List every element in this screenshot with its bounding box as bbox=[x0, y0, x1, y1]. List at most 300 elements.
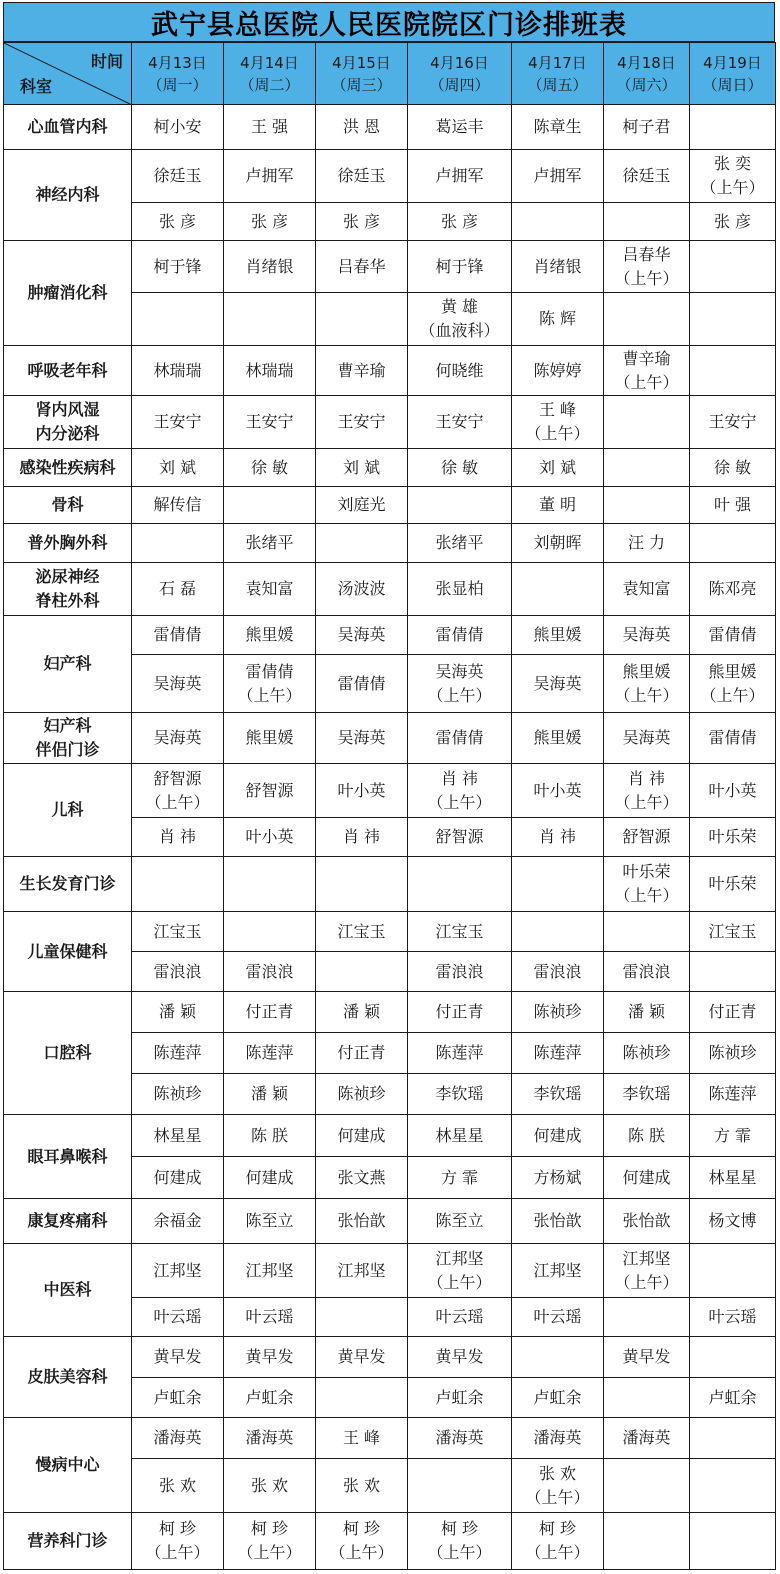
department-cell bbox=[4, 912, 132, 992]
date-header-label: 4月15日 （周三） bbox=[331, 53, 392, 94]
doctor-cell bbox=[316, 105, 408, 150]
schedule-row bbox=[4, 992, 776, 1033]
doctor-cell bbox=[690, 1074, 776, 1115]
doctor-name: 吴海英 bbox=[337, 625, 386, 644]
department-cell bbox=[4, 487, 132, 524]
doctor-cell bbox=[224, 449, 316, 487]
department-name: 神经内科 bbox=[35, 185, 100, 204]
doctor-cell bbox=[512, 293, 604, 346]
doctor-cell bbox=[512, 1033, 604, 1074]
doctor-cell bbox=[224, 524, 316, 563]
department-name: 生长发育门诊 bbox=[19, 874, 116, 893]
schedule-row bbox=[4, 105, 776, 150]
doctor-cell bbox=[224, 912, 316, 952]
doctor-cell bbox=[512, 1459, 604, 1513]
schedule-row bbox=[4, 1337, 776, 1378]
doctor-cell bbox=[224, 713, 316, 764]
department-cell bbox=[4, 524, 132, 563]
doctor-cell bbox=[512, 105, 604, 150]
doctor-name: 叶小英 bbox=[708, 780, 757, 800]
doctor-cell bbox=[408, 396, 512, 449]
date-header-label: 4月18日 （周六） bbox=[616, 53, 677, 94]
doctor-cell bbox=[604, 764, 690, 818]
department-cell bbox=[4, 241, 132, 346]
doctor-cell bbox=[224, 346, 316, 396]
department-cell bbox=[4, 1244, 132, 1337]
schedule-row bbox=[4, 764, 776, 818]
doctor-name: 陈祯珍 bbox=[337, 1084, 386, 1103]
doctor-cell bbox=[316, 912, 408, 952]
doctor-cell bbox=[690, 764, 776, 818]
doctor-name: 江邦坚 bbox=[337, 1260, 386, 1280]
schedule-row bbox=[4, 1199, 776, 1244]
doctor-name: 雷倩倩 bbox=[435, 625, 484, 644]
doctor-name: 陈祯珍 bbox=[622, 1043, 671, 1062]
doctor-name: 潘 颖 bbox=[250, 1084, 289, 1103]
doctor-cell bbox=[512, 1074, 604, 1115]
schedule-row bbox=[4, 346, 776, 396]
doctor-name: 董 明 bbox=[538, 495, 577, 514]
doctor-cell bbox=[408, 487, 512, 524]
doctor-cell bbox=[690, 241, 776, 293]
doctor-cell bbox=[408, 1513, 512, 1570]
doctor-cell bbox=[316, 241, 408, 293]
doctor-cell bbox=[316, 1033, 408, 1074]
doctor-name: 卢虹余 bbox=[245, 1387, 294, 1407]
department-name: 泌尿神经 脊柱外科 bbox=[35, 567, 100, 610]
doctor-name: 熊里媛 （上午） bbox=[700, 661, 765, 705]
doctor-cell bbox=[224, 1033, 316, 1074]
doctor-name: 陈邓亮 bbox=[708, 579, 757, 598]
doctor-cell bbox=[690, 449, 776, 487]
doctor-cell bbox=[408, 241, 512, 293]
doctor-name: 熊里媛 bbox=[245, 625, 294, 644]
doctor-cell bbox=[512, 487, 604, 524]
doctor-name: 陈莲萍 bbox=[153, 1043, 202, 1062]
doctor-name: 肖 祎 bbox=[538, 827, 577, 846]
doctor-name: 王 峰 （上午） bbox=[525, 400, 590, 443]
date-header bbox=[316, 43, 408, 105]
doctor-name: 陈章生 bbox=[533, 117, 582, 136]
doctor-name: 潘海英 bbox=[435, 1428, 484, 1447]
doctor-name: 陈 朕 bbox=[627, 1125, 666, 1145]
doctor-cell bbox=[512, 1199, 604, 1244]
doctor-cell bbox=[224, 1244, 316, 1298]
doctor-cell bbox=[604, 203, 690, 241]
doctor-name: 江宝玉 bbox=[153, 921, 202, 941]
doctor-cell bbox=[316, 655, 408, 713]
doctor-cell bbox=[132, 524, 224, 563]
doctor-cell bbox=[512, 713, 604, 764]
doctor-cell bbox=[316, 203, 408, 241]
doctor-name: 吴海英 bbox=[533, 673, 582, 693]
doctor-name: 叶云瑶 bbox=[435, 1307, 484, 1326]
doctor-cell bbox=[604, 992, 690, 1033]
doctor-cell bbox=[408, 524, 512, 563]
doctor-cell bbox=[224, 992, 316, 1033]
doctor-cell bbox=[690, 1337, 776, 1378]
doctor-name: 陈莲萍 bbox=[435, 1043, 484, 1062]
doctor-name: 陈莲萍 bbox=[708, 1084, 757, 1103]
doctor-cell bbox=[316, 818, 408, 857]
doctor-name: 叶乐荣 bbox=[708, 874, 757, 893]
doctor-cell bbox=[604, 713, 690, 764]
date-header bbox=[408, 43, 512, 105]
doctor-cell bbox=[512, 150, 604, 203]
doctor-cell bbox=[132, 655, 224, 713]
doctor-cell bbox=[690, 1418, 776, 1459]
doctor-name: 徐 敏 bbox=[440, 457, 479, 477]
date-header-label: 4月17日 （周五） bbox=[527, 53, 588, 94]
doctor-cell bbox=[408, 203, 512, 241]
doctor-cell bbox=[408, 818, 512, 857]
doctor-cell bbox=[408, 713, 512, 764]
date-header-label: 4月13日 （周一） bbox=[147, 53, 208, 94]
date-header bbox=[690, 43, 776, 105]
department-cell bbox=[4, 992, 132, 1115]
doctor-cell bbox=[132, 713, 224, 764]
doctor-cell bbox=[132, 105, 224, 150]
doctor-cell bbox=[316, 1513, 408, 1570]
doctor-name: 黄早发 bbox=[245, 1347, 294, 1366]
doctor-name: 叶云瑶 bbox=[153, 1307, 202, 1326]
doctor-cell bbox=[316, 1244, 408, 1298]
department-name: 肿瘤消化科 bbox=[27, 283, 108, 302]
doctor-cell bbox=[132, 487, 224, 524]
doctor-cell bbox=[224, 952, 316, 992]
department-name: 妇产科 伴侣门诊 bbox=[35, 716, 100, 759]
doctor-cell bbox=[408, 1157, 512, 1199]
doctor-name: 陈祯珍 bbox=[533, 1002, 582, 1021]
doctor-name: 卢虹余 bbox=[153, 1387, 202, 1407]
doctor-cell bbox=[408, 764, 512, 818]
doctor-cell bbox=[224, 1418, 316, 1459]
doctor-cell bbox=[408, 616, 512, 655]
doctor-name: 王安宁 bbox=[337, 412, 386, 431]
schedule-row bbox=[4, 524, 776, 563]
doctor-cell bbox=[690, 1298, 776, 1337]
doctor-name: 王安宁 bbox=[153, 412, 202, 431]
doctor-name: 林星星 bbox=[708, 1167, 757, 1187]
doctor-cell bbox=[408, 952, 512, 992]
doctor-name: 卢虹余 bbox=[435, 1387, 484, 1407]
doctor-name: 柯子君 bbox=[622, 117, 671, 136]
doctor-cell bbox=[408, 1459, 512, 1513]
department-cell bbox=[4, 346, 132, 396]
doctor-cell bbox=[690, 655, 776, 713]
doctor-cell bbox=[604, 150, 690, 203]
doctor-name: 何建成 bbox=[153, 1167, 202, 1187]
doctor-cell bbox=[512, 524, 604, 563]
doctor-name: 徐廷玉 bbox=[337, 166, 386, 185]
doctor-cell bbox=[316, 1337, 408, 1378]
doctor-name: 黄早发 bbox=[435, 1347, 484, 1366]
doctor-cell bbox=[690, 1459, 776, 1513]
doctor-name: 曹辛瑜 （上午） bbox=[614, 348, 679, 392]
doctor-name: 柯 珍 （上午） bbox=[525, 1519, 590, 1562]
doctor-cell bbox=[604, 1298, 690, 1337]
doctor-name: 黄 雄 （血液科） bbox=[419, 297, 500, 340]
doctor-name: 解传信 bbox=[153, 495, 202, 514]
department-name: 妇产科 bbox=[43, 654, 92, 673]
department-name: 慢病中心 bbox=[35, 1455, 100, 1474]
doctor-cell bbox=[604, 1199, 690, 1244]
doctor-name: 汪 力 bbox=[627, 533, 666, 552]
department-cell bbox=[4, 764, 132, 857]
doctor-cell bbox=[224, 105, 316, 150]
doctor-name: 葛运丰 bbox=[435, 117, 484, 136]
doctor-cell bbox=[408, 293, 512, 346]
doctor-name: 陈 朕 bbox=[250, 1125, 289, 1145]
doctor-cell bbox=[316, 1074, 408, 1115]
doctor-cell bbox=[132, 150, 224, 203]
doctor-name: 江宝玉 bbox=[337, 921, 386, 941]
doctor-name: 卢拥军 bbox=[533, 166, 582, 185]
doctor-name: 潘海英 bbox=[153, 1428, 202, 1447]
doctor-name: 叶云瑶 bbox=[708, 1307, 757, 1326]
doctor-name: 吴海英 bbox=[622, 728, 671, 747]
doctor-name: 张 彦 bbox=[440, 211, 479, 231]
doctor-cell bbox=[604, 105, 690, 150]
doctor-cell bbox=[224, 1115, 316, 1157]
doctor-name: 雷倩倩 bbox=[337, 673, 386, 693]
doctor-name: 吴海英 （上午） bbox=[427, 661, 492, 705]
dept-label: 科室 bbox=[20, 77, 53, 96]
doctor-cell bbox=[690, 952, 776, 992]
doctor-cell bbox=[132, 293, 224, 346]
date-header-label: 4月19日 （周日） bbox=[702, 53, 763, 94]
doctor-name: 潘 颖 bbox=[342, 1002, 381, 1021]
doctor-name: 王 强 bbox=[250, 117, 289, 136]
doctor-name: 卢拥军 bbox=[435, 166, 484, 185]
date-header bbox=[604, 43, 690, 105]
doctor-name: 肖 祎 bbox=[342, 827, 381, 846]
doctor-cell bbox=[512, 1337, 604, 1378]
doctor-cell bbox=[604, 1074, 690, 1115]
doctor-name: 潘 颖 bbox=[158, 1002, 197, 1021]
schedule-row bbox=[4, 487, 776, 524]
doctor-cell bbox=[512, 1378, 604, 1418]
doctor-cell bbox=[316, 346, 408, 396]
doctor-cell bbox=[690, 1244, 776, 1298]
doctor-cell bbox=[132, 912, 224, 952]
doctor-cell bbox=[512, 912, 604, 952]
doctor-cell bbox=[132, 203, 224, 241]
doctor-cell bbox=[316, 1115, 408, 1157]
doctor-cell bbox=[604, 1115, 690, 1157]
header-corner-cell bbox=[4, 43, 132, 105]
doctor-cell bbox=[132, 396, 224, 449]
doctor-name: 江邦坚 （上午） bbox=[427, 1248, 492, 1292]
doctor-cell bbox=[408, 346, 512, 396]
doctor-cell bbox=[690, 912, 776, 952]
doctor-name: 陈莲萍 bbox=[245, 1043, 294, 1062]
doctor-name: 陈至立 bbox=[245, 1211, 294, 1230]
doctor-cell bbox=[132, 1157, 224, 1199]
doctor-name: 王安宁 bbox=[245, 412, 294, 431]
doctor-cell bbox=[690, 1115, 776, 1157]
schedule-row bbox=[4, 616, 776, 655]
doctor-name: 何建成 bbox=[245, 1167, 294, 1187]
doctor-cell bbox=[132, 1418, 224, 1459]
doctor-name: 黄早发 bbox=[153, 1347, 202, 1366]
department-name: 骨科 bbox=[51, 495, 84, 514]
doctor-name: 叶乐荣 （上午） bbox=[614, 862, 679, 905]
doctor-name: 陈祯珍 bbox=[708, 1043, 757, 1062]
doctor-cell bbox=[690, 203, 776, 241]
doctor-cell bbox=[604, 346, 690, 396]
doctor-name: 吕春华 （上午） bbox=[614, 244, 679, 288]
doctor-name: 林星星 bbox=[153, 1125, 202, 1145]
doctor-cell bbox=[316, 992, 408, 1033]
department-cell bbox=[4, 396, 132, 449]
doctor-cell bbox=[512, 857, 604, 912]
doctor-name: 潘 颖 bbox=[627, 1002, 666, 1021]
doctor-cell bbox=[690, 818, 776, 857]
doctor-cell bbox=[690, 1157, 776, 1199]
doctor-cell bbox=[512, 1115, 604, 1157]
doctor-cell bbox=[512, 1157, 604, 1199]
doctor-cell bbox=[690, 857, 776, 912]
doctor-cell bbox=[132, 563, 224, 616]
doctor-name: 肖 祎 bbox=[158, 827, 197, 846]
department-cell bbox=[4, 1115, 132, 1199]
doctor-cell bbox=[512, 818, 604, 857]
doctor-name: 徐廷玉 bbox=[153, 166, 202, 185]
doctor-cell bbox=[690, 1199, 776, 1244]
doctor-cell bbox=[408, 1199, 512, 1244]
doctor-name: 肖绪银 bbox=[533, 256, 582, 276]
doctor-name: 黄早发 bbox=[622, 1347, 671, 1366]
doctor-name: 陈祯珍 bbox=[153, 1084, 202, 1103]
doctor-name: 张绪平 bbox=[435, 533, 484, 552]
doctor-name: 吴海英 bbox=[153, 728, 202, 747]
doctor-name: 江邦坚 bbox=[245, 1260, 294, 1280]
department-name: 中医科 bbox=[43, 1280, 92, 1299]
doctor-cell bbox=[408, 1298, 512, 1337]
doctor-cell bbox=[512, 655, 604, 713]
doctor-name: 肖绪银 bbox=[245, 256, 294, 276]
department-cell bbox=[4, 616, 132, 713]
doctor-name: 刘庭光 bbox=[337, 495, 386, 514]
department-cell bbox=[4, 563, 132, 616]
doctor-cell bbox=[408, 992, 512, 1033]
doctor-cell bbox=[316, 857, 408, 912]
department-name: 眼耳鼻喉科 bbox=[27, 1146, 108, 1166]
doctor-name: 江宝玉 bbox=[435, 921, 484, 941]
doctor-cell bbox=[690, 396, 776, 449]
doctor-cell bbox=[132, 346, 224, 396]
doctor-name: 李钦瑶 bbox=[622, 1084, 671, 1103]
doctor-cell bbox=[224, 293, 316, 346]
doctor-cell bbox=[604, 952, 690, 992]
schedule-row bbox=[4, 713, 776, 764]
doctor-cell bbox=[316, 487, 408, 524]
doctor-cell bbox=[132, 1459, 224, 1513]
doctor-name: 王安宁 bbox=[708, 412, 757, 431]
date-header-label: 4月14日 （周二） bbox=[239, 53, 300, 94]
doctor-name: 雷浪浪 bbox=[622, 961, 671, 981]
doctor-name: 雷倩倩 bbox=[435, 728, 484, 747]
doctor-name: 叶云瑶 bbox=[533, 1307, 582, 1326]
schedule-row bbox=[4, 1513, 776, 1570]
doctor-name: 陈婷婷 bbox=[533, 360, 582, 380]
doctor-name: 江宝玉 bbox=[708, 921, 757, 941]
doctor-name: 熊里媛 bbox=[533, 625, 582, 644]
doctor-cell bbox=[408, 1418, 512, 1459]
header-row bbox=[4, 43, 776, 105]
doctor-name: 李钦瑶 bbox=[435, 1084, 484, 1103]
doctor-cell bbox=[512, 346, 604, 396]
doctor-name: 张 奕 （上午） bbox=[700, 154, 765, 197]
doctor-cell bbox=[512, 992, 604, 1033]
doctor-cell bbox=[690, 992, 776, 1033]
doctor-name: 叶小英 bbox=[337, 780, 386, 800]
doctor-name: 张 彦 bbox=[342, 211, 381, 231]
doctor-cell bbox=[604, 912, 690, 952]
doctor-name: 张 欢 （上午） bbox=[525, 1463, 590, 1507]
doctor-name: 石 磊 bbox=[158, 579, 197, 598]
department-name: 营养科门诊 bbox=[27, 1531, 108, 1550]
doctor-cell bbox=[316, 713, 408, 764]
doctor-name: 舒智源 bbox=[245, 780, 294, 800]
doctor-cell bbox=[224, 857, 316, 912]
doctor-cell bbox=[512, 1513, 604, 1570]
doctor-name: 张 欢 bbox=[250, 1475, 289, 1495]
doctor-cell bbox=[512, 1418, 604, 1459]
doctor-cell bbox=[512, 1244, 604, 1298]
doctor-name: 潘海英 bbox=[533, 1428, 582, 1447]
doctor-name: 方 霏 bbox=[713, 1125, 752, 1145]
time-label: 时间 bbox=[90, 52, 123, 71]
doctor-name: 徐 敏 bbox=[713, 457, 752, 477]
doctor-name: 付正青 bbox=[245, 1002, 294, 1021]
doctor-cell bbox=[132, 1199, 224, 1244]
doctor-name: 张怡歆 bbox=[337, 1211, 386, 1230]
doctor-cell bbox=[316, 1418, 408, 1459]
doctor-name: 徐 敏 bbox=[250, 457, 289, 477]
doctor-cell bbox=[224, 563, 316, 616]
doctor-cell bbox=[408, 857, 512, 912]
doctor-name: 叶乐荣 bbox=[708, 827, 757, 846]
doctor-name: 张 彦 bbox=[158, 211, 197, 231]
doctor-cell bbox=[316, 293, 408, 346]
doctor-name: 陈莲萍 bbox=[533, 1043, 582, 1062]
doctor-name: 李钦瑶 bbox=[533, 1084, 582, 1103]
doctor-cell bbox=[604, 563, 690, 616]
doctor-cell bbox=[512, 203, 604, 241]
doctor-name: 方 霏 bbox=[440, 1167, 479, 1187]
department-name: 儿童保健科 bbox=[27, 941, 108, 961]
doctor-name: 叶 强 bbox=[713, 495, 752, 514]
doctor-cell bbox=[512, 1298, 604, 1337]
department-cell bbox=[4, 150, 132, 241]
doctor-name: 刘 斌 bbox=[158, 457, 197, 477]
schedule-row bbox=[4, 1244, 776, 1298]
doctor-cell bbox=[408, 449, 512, 487]
doctor-cell bbox=[132, 1513, 224, 1570]
doctor-cell bbox=[604, 487, 690, 524]
doctor-cell bbox=[604, 524, 690, 563]
schedule-row bbox=[4, 1418, 776, 1459]
doctor-name: 潘海英 bbox=[622, 1428, 671, 1447]
doctor-cell bbox=[316, 1199, 408, 1244]
doctor-cell bbox=[132, 857, 224, 912]
doctor-name: 叶小英 bbox=[533, 780, 582, 800]
doctor-cell bbox=[690, 713, 776, 764]
doctor-cell bbox=[132, 1378, 224, 1418]
doctor-name: 何建成 bbox=[533, 1125, 582, 1145]
